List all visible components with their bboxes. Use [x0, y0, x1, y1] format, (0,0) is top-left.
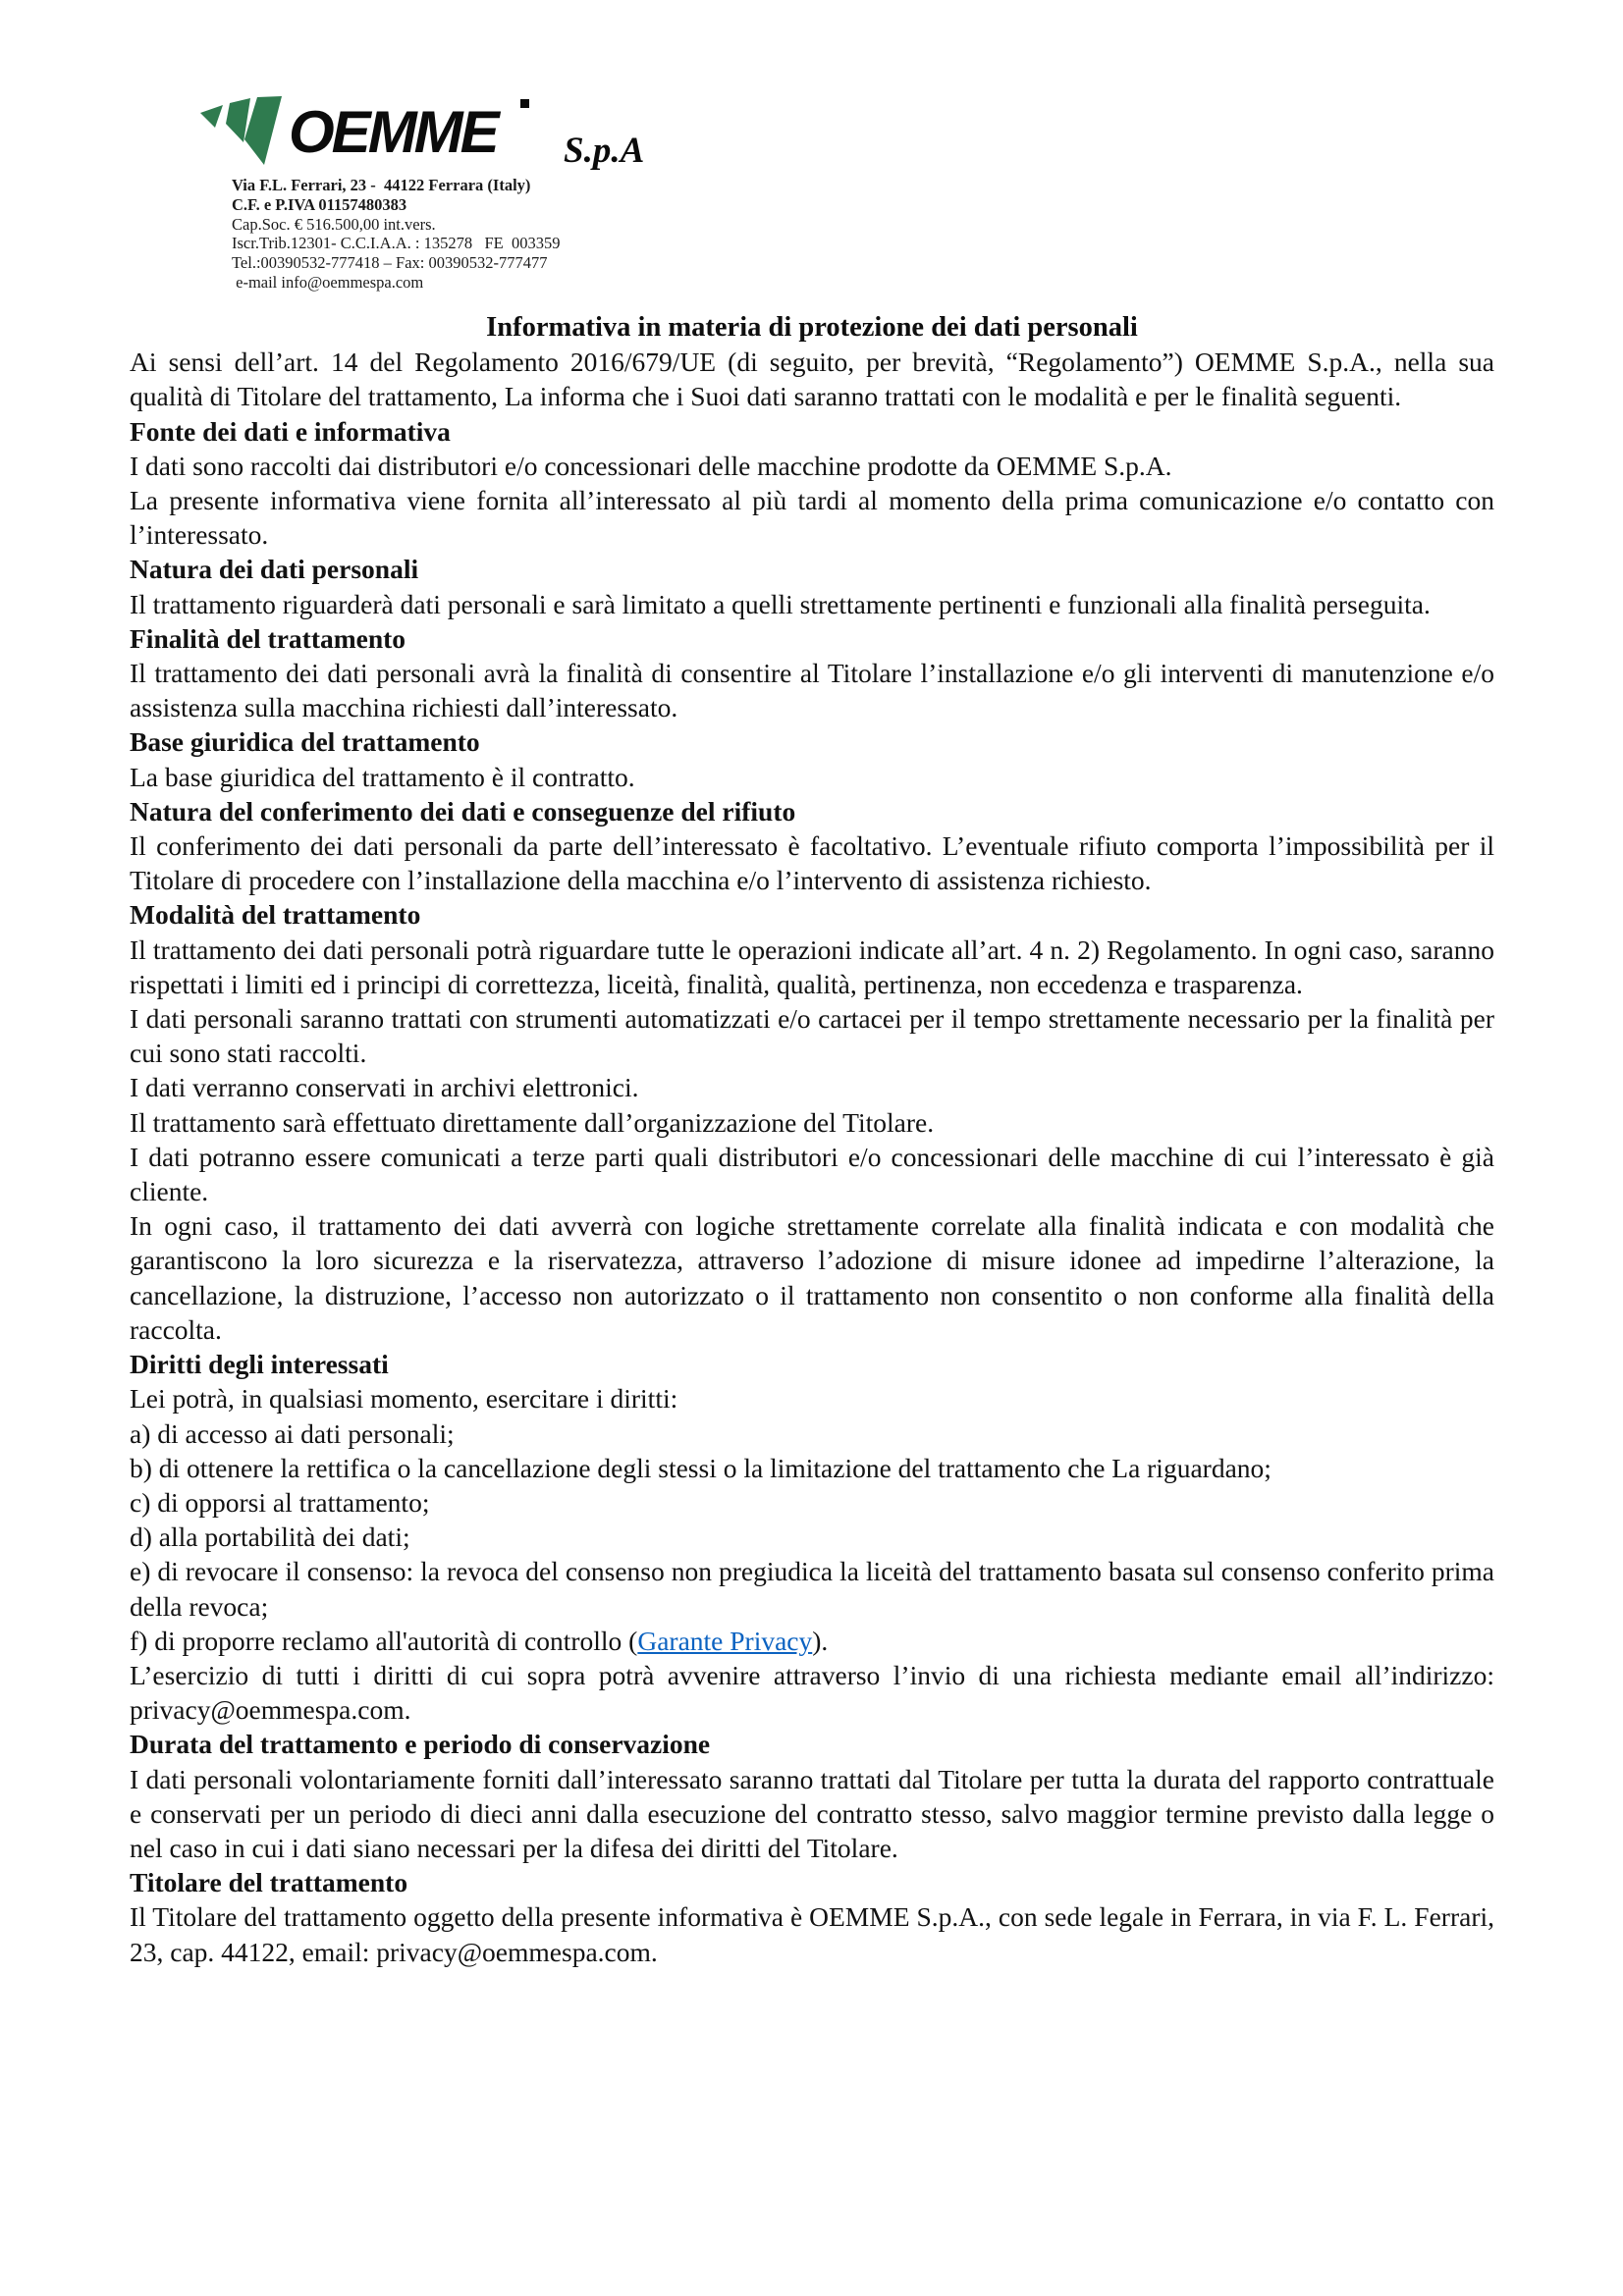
section-heading-finalita: Finalità del trattamento: [130, 622, 406, 654]
list-item-a: a) di accesso ai dati personali;: [130, 1417, 455, 1449]
company-address-line: Via F.L. Ferrari, 23 - 44122 Ferrara (Italy): [232, 176, 531, 194]
paragraph: I dati sono raccolti dai distributori e/o concessionari delle macchine prodotte da OEMME S.p.A.: [130, 450, 1172, 481]
list-item-b: b) di ottenere la rettifica o la cancellazione degli stessi o la limitazione del trattamento che La riguardano;: [130, 1452, 1271, 1483]
paragraph: L’esercizio di tutti i diritti di cui sopra potrà avvenire attraverso l’invio di una richiesta mediante email all’indirizzo: privacy@oemmespa.com.: [130, 1659, 1494, 1726]
intro-paragraph: Ai sensi dell’art. 14 del Regolamento 2016/679/UE (di seguito, per brevità, “Regolamento”) OEMME S.p.A., nella sua qualità di Titolare del trattamento, La informa che i Suoi dati saranno trattati con le modalità e per le finalità seguenti.: [130, 347, 1494, 412]
logo-brand-text: OEMME: [289, 99, 497, 165]
list-item-d: d) alla portabilità dei dati;: [130, 1522, 410, 1553]
paragraph: La presente informativa viene fornita all’interessato al più tardi al momento della prima comunicazione e/o contatto con l’interessato.: [130, 485, 1494, 551]
section-heading-natura-dati: Natura dei dati personali: [130, 554, 419, 585]
logo-row: [196, 96, 645, 171]
section-heading-base-giuridica: Base giuridica del trattamento: [130, 726, 480, 758]
garante-privacy-link[interactable]: Garante Privacy: [637, 1625, 813, 1656]
paragraph: Il trattamento riguarderà dati personali e sarà limitato a quelli strettamente pertinenti e funzionali alla finalità perseguita.: [130, 588, 1431, 619]
reclamo-text-before: f) di proporre reclamo all'autorità di controllo (: [130, 1625, 638, 1656]
oemme-logo: [196, 96, 542, 167]
logo-stripes-icon: [200, 96, 282, 165]
page-title: Informativa in materia di protezione dei dati personali: [486, 312, 1138, 343]
list-item-c: c) di opporsi al trattamento;: [130, 1486, 430, 1518]
paragraph: Il trattamento dei dati personali potrà riguardare tutte le operazioni indicate all’art. 4 n. 2) Regolamento. In ogni caso, saranno rispettati i limiti ed i principi di correttezza, liceità, finalità, qualità, pertinenza, non eccedenza e trasparenza.: [130, 934, 1494, 999]
paragraph: I dati potranno essere comunicati a terze parti quali distributori e/o concessionari delle macchine di cui l’interessato è già cliente.: [130, 1141, 1494, 1207]
company-letterhead: [196, 96, 644, 293]
section-heading-conferimento: Natura del conferimento dei dati e conseguenze del rifiuto: [130, 795, 796, 827]
list-item-f: [130, 1624, 1494, 1658]
paragraph: I dati personali saranno trattati con strumenti automatizzati e/o cartacei per il tempo strettamente necessario per la finalità per cui sono stati raccolti.: [130, 1003, 1494, 1069]
section-heading-titolare: Titolare del trattamento: [130, 1867, 408, 1898]
section-heading-modalita: Modalità del trattamento: [130, 899, 421, 931]
paragraph: I dati verranno conservati in archivi elettronici.: [130, 1072, 639, 1103]
company-phone-fax-line: Tel.:00390532-777418 – Fax: 00390532-777477: [232, 253, 548, 273]
company-address: [232, 176, 644, 293]
registered-mark-dot: [520, 99, 529, 108]
section-heading-diritti: Diritti degli interessati: [130, 1349, 389, 1380]
paragraph: Il conferimento dei dati personali da parte dell’interessato è facoltativo. L’eventuale rifiuto comporta l’impossibilità per il Titolare di procedere con l’installazione della macchina e/o l’intervento di assistenza richiesto.: [130, 830, 1494, 896]
company-registry-line: Iscr.Trib.12301- C.C.I.A.A. : 135278 FE 003359: [232, 234, 561, 253]
company-capital-line: Cap.Soc. € 516.500,00 int.vers.: [232, 214, 436, 234]
section-heading-durata: Durata del trattamento e periodo di conservazione: [130, 1729, 711, 1760]
paragraph: Il trattamento sarà effettuato direttamente dall’organizzazione del Titolare.: [130, 1106, 935, 1138]
company-email-line: e-mail info@oemmespa.com: [232, 272, 424, 292]
document-body: [130, 310, 1494, 1969]
paragraph: Il Titolare del trattamento oggetto della presente informativa è OEMME S.p.A., con sede legale in Ferrara, in via F. L. Ferrari, 23, cap. 44122, email: privacy@oemmespa.com.: [130, 1901, 1494, 1967]
company-vat-line: C.F. e P.IVA 01157480383: [232, 194, 407, 214]
reclamo-text-after: ).: [812, 1625, 829, 1656]
paragraph: La base giuridica del trattamento è il contratto.: [130, 761, 635, 792]
paragraph: In ogni caso, il trattamento dei dati avverrà con logiche strettamente correlate alla finalità indicata e con modalità che garantiscono la loro sicurezza e la riservatezza, attraverso l’adozione di misure idonee ad impedirne l’alterazione, la cancellazione, la distruzione, l’accesso non autorizzato o il trattamento non consentito o non conforme alla finalità della raccolta.: [130, 1210, 1494, 1345]
paragraph: Il trattamento dei dati personali avrà la finalità di consentire al Titolare l’installazione e/o gli interventi di manutenzione e/o assistenza sulla macchina richiesti dall’interessato.: [130, 658, 1494, 723]
list-item-e: e) di revocare il consenso: la revoca del consenso non pregiudica la liceità del trattamento basata sul consenso conferito prima della revoca;: [130, 1556, 1494, 1622]
company-suffix: S.p.A: [564, 131, 645, 171]
paragraph: I dati personali volontariamente forniti dall’interessato saranno trattati dal Titolare per tutta la durata del rapporto contrattuale e conservati per un periodo di dieci anni dalla esecuzione del contratto stesso, salvo maggior termine previsto dalla legge o nel caso in cui i dati siano necessari per la difesa dei diritti del Titolare.: [130, 1763, 1494, 1863]
paragraph: Lei potrà, in qualsiasi momento, esercitare i diritti:: [130, 1383, 678, 1415]
section-heading-fonte-dati: Fonte dei dati e informativa: [130, 415, 451, 447]
